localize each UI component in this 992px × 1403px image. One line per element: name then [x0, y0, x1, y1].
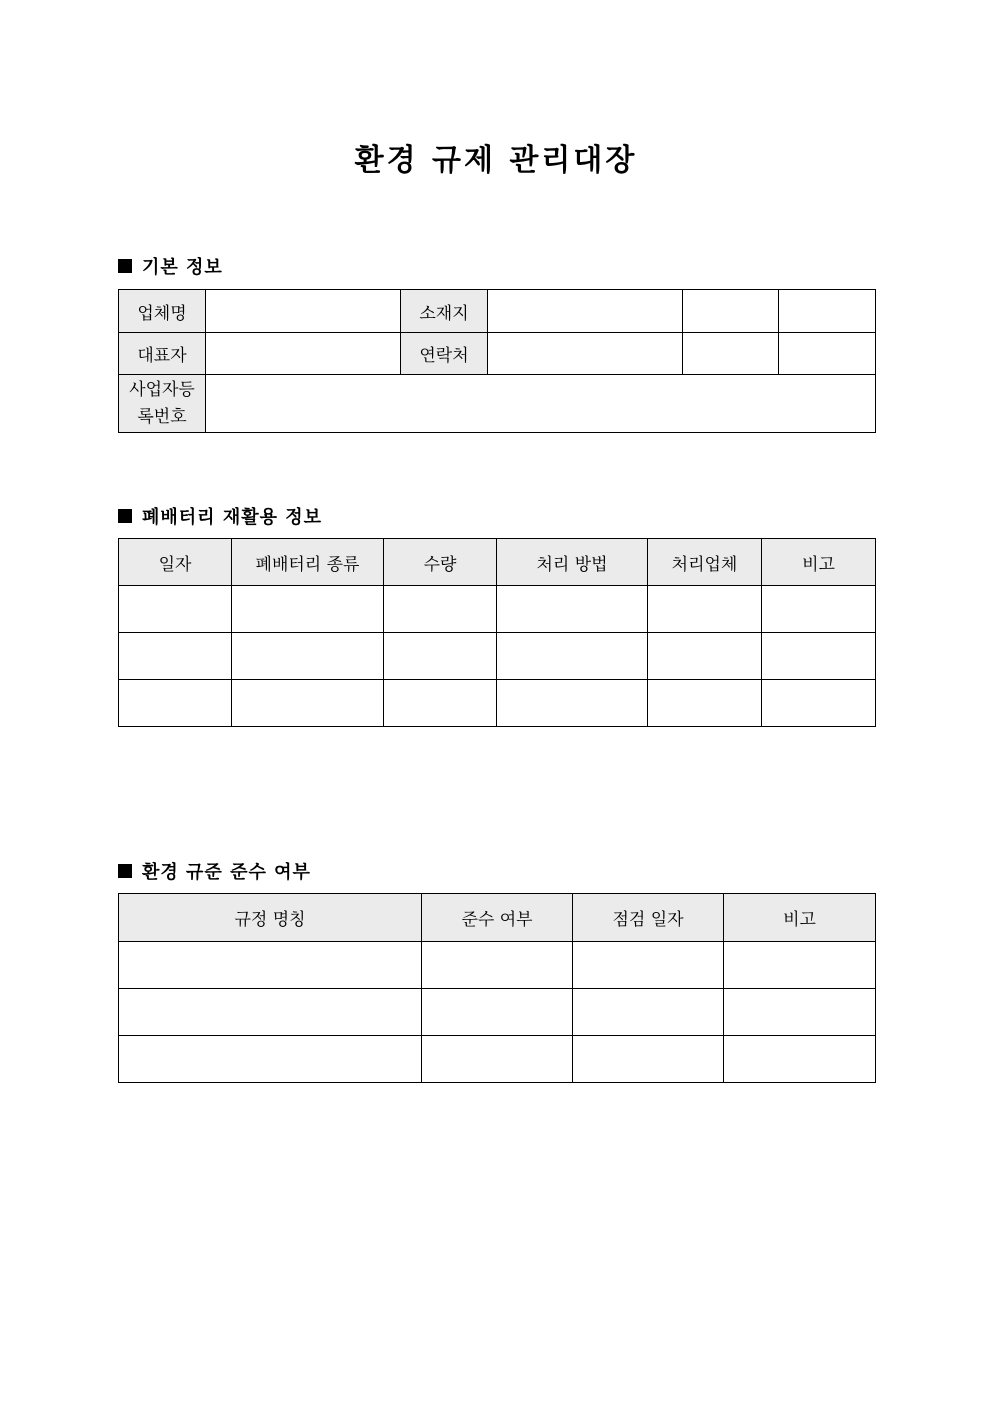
section-heading-basic-info	[118, 253, 223, 279]
cell-remarks[interactable]	[724, 942, 876, 989]
table-row	[119, 942, 876, 989]
company-name-field[interactable]	[206, 290, 401, 333]
label-business-registration-number	[119, 375, 206, 433]
column-header-inspection-date: 점검 일자	[573, 894, 724, 942]
cell-remarks[interactable]	[724, 1036, 876, 1083]
contact-extra-field-1[interactable]	[683, 333, 779, 375]
representative-field[interactable]	[206, 333, 401, 375]
basic-info-table	[118, 289, 876, 433]
cell-date[interactable]	[119, 633, 232, 680]
cell-date[interactable]	[119, 680, 232, 727]
cell-quantity[interactable]	[384, 680, 497, 727]
cell-remarks[interactable]	[762, 680, 876, 727]
cell-processing-method[interactable]	[497, 633, 648, 680]
square-bullet-icon	[118, 864, 132, 878]
table-row	[119, 333, 876, 375]
cell-compliance-status[interactable]	[422, 989, 573, 1036]
cell-battery-type[interactable]	[232, 633, 384, 680]
label-representative: 대표자	[119, 333, 206, 375]
cell-inspection-date[interactable]	[573, 1036, 724, 1083]
cell-inspection-date[interactable]	[573, 942, 724, 989]
cell-compliance-status[interactable]	[422, 1036, 573, 1083]
battery-recycling-table	[118, 538, 876, 727]
label-location: 소재지	[401, 290, 488, 333]
cell-processor[interactable]	[648, 586, 762, 633]
cell-regulation-name[interactable]	[119, 942, 422, 989]
square-bullet-icon	[118, 259, 132, 273]
table-row	[119, 586, 876, 633]
column-header-compliance-status: 준수 여부	[422, 894, 573, 942]
column-header-processor: 처리업체	[648, 539, 762, 586]
table-row	[119, 633, 876, 680]
column-header-regulation-name: 규정 명칭	[119, 894, 422, 942]
column-header-quantity: 수량	[384, 539, 497, 586]
cell-quantity[interactable]	[384, 633, 497, 680]
cell-inspection-date[interactable]	[573, 989, 724, 1036]
table-header-row	[119, 539, 876, 586]
cell-battery-type[interactable]	[232, 680, 384, 727]
cell-date[interactable]	[119, 586, 232, 633]
table-row	[119, 680, 876, 727]
cell-battery-type[interactable]	[232, 586, 384, 633]
location-extra-field-1[interactable]	[683, 290, 779, 333]
section-heading-text: 환경 규준 준수 여부	[142, 862, 311, 883]
cell-quantity[interactable]	[384, 586, 497, 633]
label-line-1: 사업자등	[129, 379, 195, 400]
section-heading-text: 폐배터리 재활용 정보	[142, 507, 323, 528]
compliance-table	[118, 893, 876, 1083]
column-header-battery-type: 폐배터리 종류	[232, 539, 384, 586]
cell-processing-method[interactable]	[497, 586, 648, 633]
contact-extra-field-2[interactable]	[779, 333, 876, 375]
cell-processor[interactable]	[648, 680, 762, 727]
cell-remarks[interactable]	[724, 989, 876, 1036]
label-line-2: 록번호	[137, 406, 187, 427]
contact-field[interactable]	[488, 333, 683, 375]
square-bullet-icon	[118, 509, 132, 523]
column-header-remarks: 비고	[762, 539, 876, 586]
cell-remarks[interactable]	[762, 633, 876, 680]
table-row	[119, 989, 876, 1036]
location-field[interactable]	[488, 290, 683, 333]
table-header-row	[119, 894, 876, 942]
table-row	[119, 290, 876, 333]
column-header-processing-method: 처리 방법	[497, 539, 648, 586]
document-title: 환경 규제 관리대장	[354, 143, 638, 178]
cell-compliance-status[interactable]	[422, 942, 573, 989]
cell-processor[interactable]	[648, 633, 762, 680]
business-registration-number-field[interactable]	[206, 375, 876, 433]
location-extra-field-2[interactable]	[779, 290, 876, 333]
cell-regulation-name[interactable]	[119, 1036, 422, 1083]
section-heading-compliance	[118, 858, 311, 884]
table-row	[119, 1036, 876, 1083]
cell-processing-method[interactable]	[497, 680, 648, 727]
column-header-remarks: 비고	[724, 894, 876, 942]
section-heading-text: 기본 정보	[142, 257, 223, 278]
cell-remarks[interactable]	[762, 586, 876, 633]
label-contact: 연락처	[401, 333, 488, 375]
cell-regulation-name[interactable]	[119, 989, 422, 1036]
table-row	[119, 375, 876, 433]
column-header-date: 일자	[119, 539, 232, 586]
section-heading-battery-recycling	[118, 503, 322, 529]
label-company-name: 업체명	[119, 290, 206, 333]
